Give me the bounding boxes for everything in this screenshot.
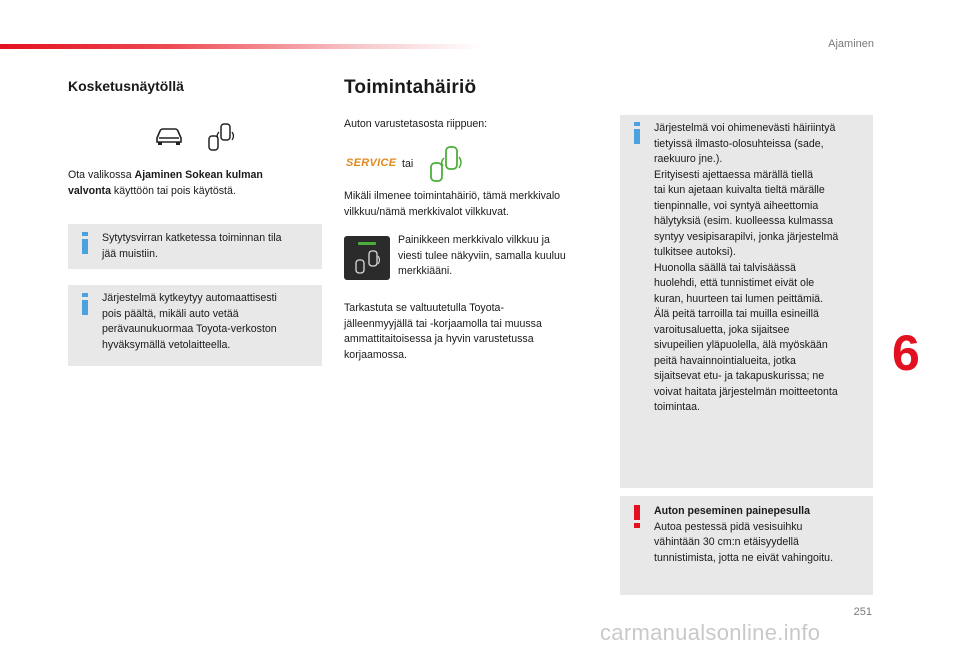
- menu-path-part1: Ajaminen Sokean kulman: [134, 169, 263, 181]
- header-accent-bar: [0, 44, 480, 49]
- info-icon: [630, 122, 644, 144]
- info-line: raekuuro jne.).: [654, 153, 723, 165]
- info-line: hälytyksiä (esim. kuolleessa kulmassa: [654, 215, 833, 227]
- weather-info-note: [620, 115, 873, 488]
- trailer-info-note: [68, 285, 322, 366]
- check-line: jälleenmyyjällä tai -korjaamolla tai muussa: [344, 317, 542, 330]
- warning-line: vähintään 30 cm:n etäisyydellä: [654, 536, 799, 548]
- fault-paragraph: [344, 189, 560, 220]
- note-line: perävaunukuormaa Toyota-verkoston: [102, 323, 277, 335]
- warning-line: Autoa pestessä pidä vesisuihku: [654, 520, 803, 533]
- button-line: viesti tulee näkyviin, samalla kuuluu: [398, 249, 566, 262]
- or-label: tai: [402, 158, 414, 170]
- info-icon: [78, 232, 92, 254]
- info-line: tietyissä ilmasto-olosuhteissa (sade,: [654, 137, 824, 150]
- paragraph-prefix: Ota valikossa: [68, 169, 135, 181]
- note-line: Sytytysvirran katketessa toiminnan tila: [102, 232, 282, 244]
- memory-info-note: [68, 224, 322, 269]
- service-warning-light: SERVICE: [346, 157, 397, 169]
- check-line: Tarkastuta se valtuutetulla Toyota-: [344, 302, 504, 314]
- dealer-check-paragraph: [344, 301, 542, 363]
- note-line: Järjestelmä kytkeytyy automaattisesti: [102, 292, 277, 304]
- info-line: tulkitsee autoksi).: [654, 246, 736, 258]
- info-line: tai kun ajetaan kuivalta tieltä märälle: [654, 184, 825, 196]
- fault-line: vilkkuu/nämä merkkivalot vilkkuvat.: [344, 205, 509, 218]
- info-line: peitä havainnointialueita, jotka: [654, 354, 796, 367]
- info-icon: [78, 293, 92, 315]
- note-line: jää muistiin.: [102, 247, 158, 260]
- blind-spot-button-icon: [344, 236, 390, 280]
- button-line: merkkiääni.: [398, 265, 453, 277]
- info-line: varoitusaluetta, joka sijaitsee: [654, 323, 790, 336]
- info-line: syntyy vesipisarapilvi, jonka järjestelmä: [654, 230, 839, 243]
- warning-line: tunnistimista, jotta ne eivät vahingoitu.: [654, 551, 834, 564]
- blind-spot-warning-light-icon: [424, 144, 466, 184]
- warning-exclamation-icon: [630, 505, 644, 529]
- watermark: carmanualsonline.info: [600, 620, 821, 645]
- pressure-washing-warning-note: [620, 496, 873, 595]
- info-line: kuran, huurteen tai lumen peittämiä.: [654, 292, 824, 305]
- info-line: toimintaa.: [654, 401, 700, 413]
- warning-title: Auton peseminen painepesulla: [654, 505, 810, 517]
- section-name: Ajaminen: [828, 38, 874, 50]
- touchscreen-heading: Kosketusnäytöllä: [68, 78, 184, 94]
- info-line: Älä peitä tarroilla tai muilla esineillä: [654, 308, 819, 320]
- equipment-intro: Auton varustetasosta riippuen:: [344, 118, 488, 130]
- touchscreen-paragraph: [68, 168, 263, 199]
- note-line: pois päältä, mikäli auto vetää: [102, 307, 239, 320]
- info-line: huolehdi, että tunnistimet eivät ole: [654, 277, 815, 289]
- page-number: 251: [853, 606, 872, 618]
- button-light-paragraph: [398, 233, 566, 280]
- malfunction-heading: Toimintahäiriö: [344, 77, 477, 98]
- blind-spot-icon: [204, 122, 238, 152]
- info-line: Järjestelmä voi ohimenevästi häiriintyä: [654, 122, 836, 134]
- button-line: Painikkeen merkkivalo vilkkuu ja: [398, 234, 550, 246]
- check-line: ammattitaitoisessa ja hyvin varustetussa: [344, 333, 534, 345]
- note-line: hyväksymällä vetolaitteella.: [102, 338, 231, 351]
- info-line: Erityisesti ajettaessa märällä tiellä: [654, 168, 813, 181]
- info-line: sijaitsevat etu- ja takapuskurissa; ne: [654, 370, 825, 382]
- car-front-icon: [154, 126, 184, 146]
- info-line: voivat haitata järjestelmän moitteetonta: [654, 385, 838, 398]
- check-line: korjaamossa.: [344, 348, 407, 361]
- menu-path-part2: valvonta: [68, 184, 111, 197]
- info-line: tienpinnalle, voi syntyä aiheettomia: [654, 199, 819, 212]
- fault-line: Mikäli ilmenee toimintahäiriö, tämä merkkivalo: [344, 190, 561, 202]
- paragraph-suffix: käyttöön tai pois käytöstä.: [110, 184, 236, 197]
- info-line: Huonolla säällä tai talvisäässä: [654, 261, 796, 274]
- chapter-number: 6: [892, 325, 920, 381]
- info-line: sivupeilien yläpuolella, älä myöskään: [654, 339, 828, 351]
